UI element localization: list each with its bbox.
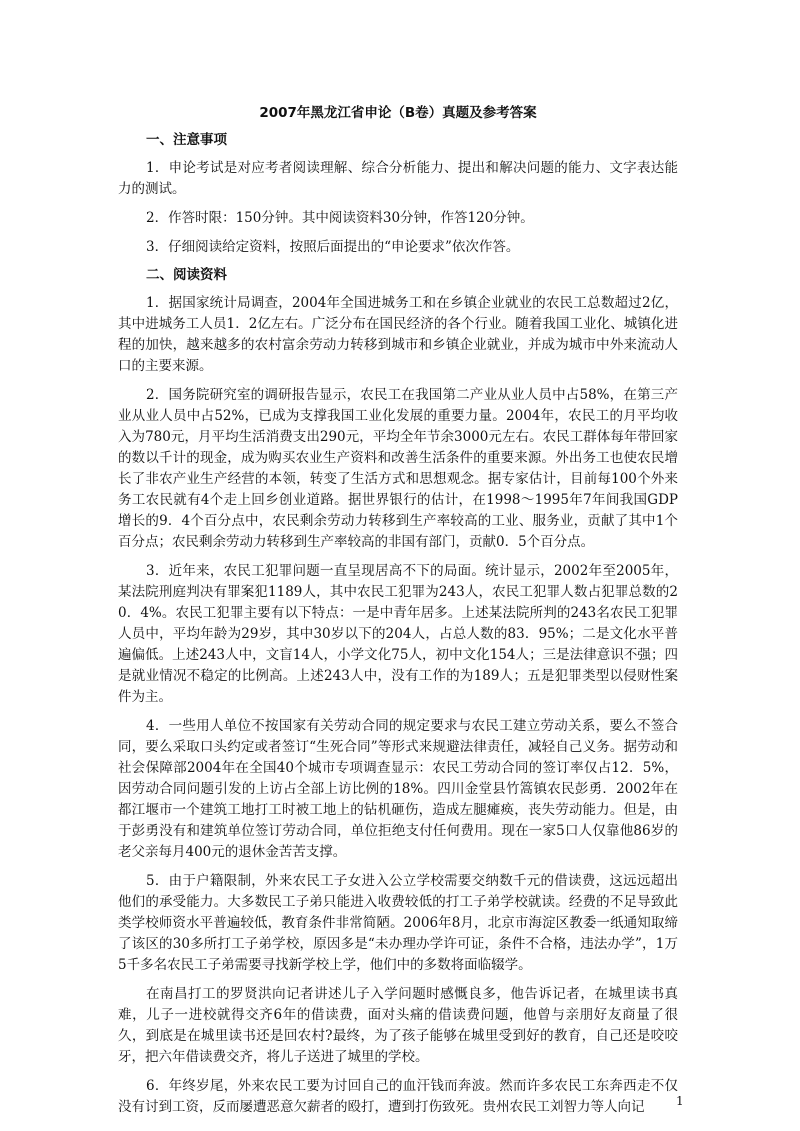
- document-body: [118, 104, 678, 1126]
- page-number: 1: [676, 1094, 684, 1108]
- notes-item: 3．仔细阅读给定资料，按照后面提出的“申论要求”依次作答。: [146, 239, 520, 255]
- reading-paragraph: 1．据国家统计局调查，2004年全国进城务工和在乡镇企业就业的农民工总数超过2亿，其中进城务工人员1．2亿左右。广泛分布在国民经济的各个行业。随着我国工业化、城镇化进程的加快，越来越多的农村富余劳动力转移到城市和乡镇企业就业，并成为城市中外来流动人口的主要来源。: [118, 295, 678, 374]
- reading-paragraph: 4．一些用人单位不按国家有关劳动合同的规定要求与农民工建立劳动关系，要么不签合同，要么采取口头约定或者签订“生死合同”等形式来规避法律责任，减轻自己义务。据劳动和社会保障部2004年在全国40个城市专项调查显示：农民工劳动合同的签订率仅占12．5%，因劳动合同问题引发的上访占全部上访比例的18%。四川金堂县竹篙镇农民彭勇．2002年在都江堰市一个建筑工地打工时被工地上的钻机砸伤，造成左腿瘫痪，丧失劳动能力。但是，由于彭勇没有和建筑单位签订劳动合同，单位拒绝支付任何费用。现在一家5口人仅靠他86岁的老父亲每月400元的退休金苦苦支撑。: [118, 718, 678, 860]
- reading-paragraph: 6．年终岁尾，外来农民工要为讨回自己的血汗钱而奔波。然而许多农民工东奔西走不仅没有讨到工资，反而屡遭恶意欠薪者的殴打，遭到打伤致死。贵州农民工刘智力等人向记: [118, 1078, 678, 1115]
- notes-item: 1．申论考试是对应考者阅读理解、综合分析能力、提出和解决问题的能力、文字表达能力的测试。: [118, 160, 678, 197]
- section-heading-notes: 一、注意事项: [146, 132, 227, 148]
- notes-item: 2．作答时限：150分钟。其中阅读资料30分钟，作答120分钟。: [146, 210, 534, 226]
- reading-paragraph: 5．由于户籍限制，外来农民工子女进入公立学校需要交纳数千元的借读费，这远远超出他们的承受能力。大多数民工子弟只能进入收费较低的打工子弟学校就读。经费的不足导致此类学校师资水平普遍较低，教育条件非常简陋。2006年8月，北京市海淀区教委一纸通知取缔了该区的30多所打工子弟学校，原因多是“未办理办学许可证，条件不合格，违法办学”，1万5千多名农民工子弟需要寻找新学校上学，他们中的多数将面临辍学。: [118, 873, 678, 973]
- reading-paragraph: 2．国务院研究室的调研报告显示，农民工在我国第二产业从业人员中占58%，在第三产业从业人员中占52%，已成为支撑我国工业化发展的重要力量。2004年，农民工的月平均收入为780元，月平均生活消费支出290元，平均全年节余3000元左右。农民工群体每年带回家的数以千计的现金，成为购买农业生产资料和改善生活条件的重要来源。外出务工也使农民增长了非农产业生产经营的本领，转变了生活方式和思想观念。据专家估计，目前每100个外来务工农民就有4个走上回乡创业道路。据世界银行的估计，在1998～1995年7年间我国GDP增长的9．4个百分点中，农民剩余劳动力转移到生产率较高的工业、服务业，贡献了其中1个百分点；农民剩余劳动力转移到生产率较高的非国有部门，贡献0．5个百分点。: [118, 387, 678, 550]
- section-heading-reading-materials: 二、阅读资料: [146, 267, 227, 283]
- reading-paragraph: 在南昌打工的罗贤洪向记者讲述儿子入学问题时感慨良多，他告诉记者，在城里读书真难，儿子一进校就得交齐6年的借读费，面对头痛的借读费问题，他曾与亲朋好友商量了很久，到底是在城里读书还是回农村?最终，为了孩子能够在城里受到好的教育，自己还是咬咬牙，把六年借读费交齐，将儿子送进了城里的学校。: [118, 986, 678, 1065]
- document-title: 2007年黑龙江省申论（B卷）真题及参考答案: [259, 105, 537, 121]
- reading-paragraph: 3．近年来，农民工犯罪问题一直呈现居高不下的局面。统计显示，2002年至2005年，某法院刑庭判决有罪案犯1189人，其中农民工犯罪为243人，农民工犯罪人数占犯罪总数的20．4%。农民工犯罪主要有以下特点：一是中青年居多。上述某法院所判的243名农民工犯罪人员中，平均年龄为29岁，其中30岁以下的204人，占总人数的83．95%；二是文化水平普遍偏低。上述243人中，文盲14人，小学文化75人，初中文化154人；三是法律意识不强；四是就业情况不稳定的比例高。上述243人中，没有工作的为189人；五是犯罪类型以侵财性案件为主。: [118, 563, 678, 705]
